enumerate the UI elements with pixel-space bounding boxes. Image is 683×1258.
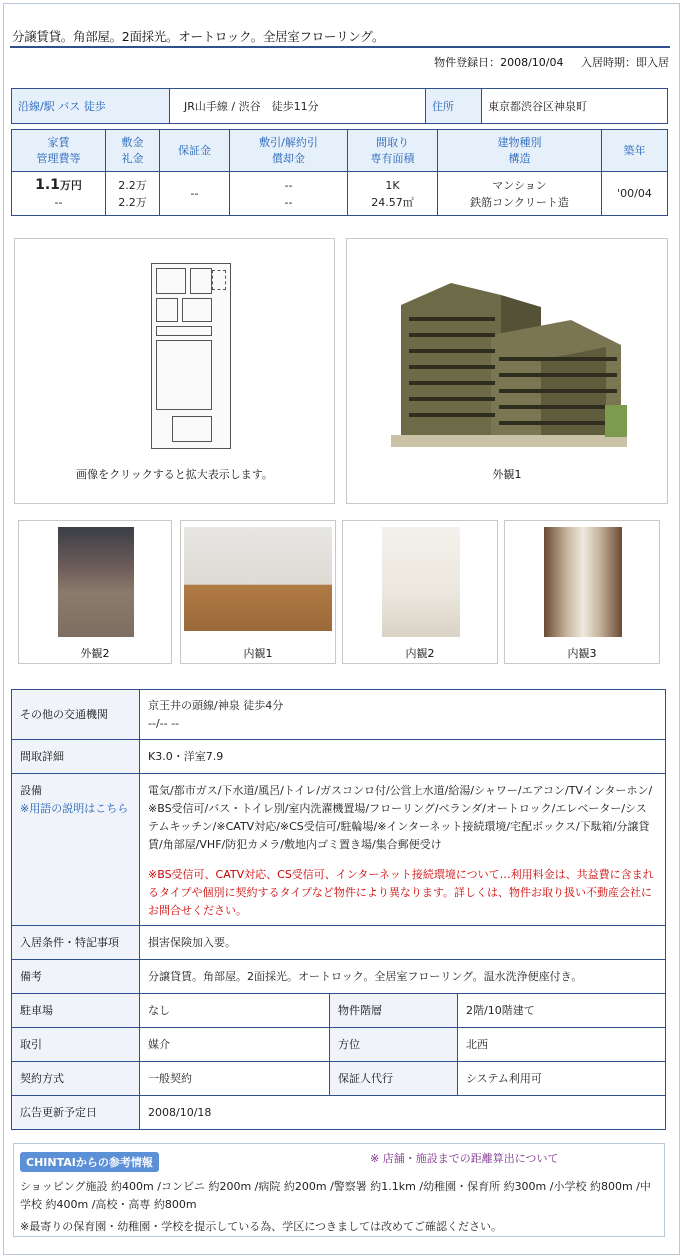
equipment-label: 設備 ※用語の説明はこちら: [12, 774, 140, 926]
exterior2-image[interactable]: [58, 527, 134, 637]
floor-plan-caption: 画像をクリックすると拡大表示します。: [76, 468, 273, 481]
floor-plan-panel[interactable]: [14, 238, 335, 504]
layout-detail-label: 間取詳細: [12, 740, 140, 774]
thumb-interior1[interactable]: [180, 520, 336, 664]
type-header: 建物種別 構造: [438, 130, 602, 172]
distance-link[interactable]: ※ 店舗・施設までの距離算出について: [370, 1152, 559, 1165]
deposit-header: 敷金 礼金: [106, 130, 160, 172]
age-header: 築年: [602, 130, 668, 172]
conditions-value: 損害保険加入要。: [140, 926, 666, 960]
conditions-label: 入居条件・特記事項: [12, 926, 140, 960]
page-headline: 分譲賃貸。角部屋。2面採光。オートロック。全居室フローリング。: [12, 29, 385, 44]
interior1-caption: 内観1: [243, 647, 273, 660]
rent-value: 1.1万円 --: [12, 172, 106, 216]
update-label: 広告更新予定日: [12, 1096, 140, 1130]
address-value: 東京都渋谷区神泉町: [482, 89, 668, 124]
glossary-link[interactable]: ※用語の説明はこちら: [20, 802, 129, 815]
thumb-interior3[interactable]: [504, 520, 660, 664]
layout-detail-value: K3.0・洋室7.9: [140, 740, 666, 774]
update-value: 2008/10/18: [140, 1096, 666, 1130]
detail-table: [11, 689, 666, 1130]
keep-header: 敷引/解約引 償却金: [230, 130, 348, 172]
guarantor-value: システム利用可: [458, 1062, 666, 1096]
remarks-value: 分譲貸賃。角部屋。2面採光。オートロック。全居室フローリング。温水洗浄便座付き。: [140, 960, 666, 994]
type-value: マンション 鉄筋コンクリート造: [438, 172, 602, 216]
parking-value: なし: [140, 994, 330, 1028]
interior2-caption: 内観2: [405, 647, 435, 660]
address-label: 住所: [426, 89, 482, 124]
route-label: 沿線/駅 バス 徒歩: [12, 89, 170, 124]
floor-value: 2階/10階建て: [458, 994, 666, 1028]
thumb-interior2[interactable]: [342, 520, 498, 664]
movein-value: 即入居: [636, 56, 669, 69]
interior1-image[interactable]: [184, 527, 332, 631]
deal-value: 媒介: [140, 1028, 330, 1062]
reference-note: ※最寄りの保育園・幼稚園・学校を提示している為、学区につきましては改めてご確認ください。: [20, 1220, 502, 1233]
interior3-caption: 内観3: [567, 647, 597, 660]
rent-header: 家賃 管理費等: [12, 130, 106, 172]
equipment-value: 電気/都市ガス/下水道/風呂/トイレ/ガスコンロ付/公営上水道/給湯/シャワー/エアコン/TVインターホン/※BS受信可/バス・トイレ別/室内洗濯機置場/フローリング/ベランダ/オートロック/エレベーター/システムキッチン/※CATV対応/※CS受信可/駐輪場/※インターネット接続環境/宅配ボックス/下駄箱/分譲貸賃/角部屋/VHF/防犯カメラ/敷地内ゴミ置き場/集合郵便受け ※BS受信可、CATV対応、CS受信可、インターネット接続環境について…利用料金は、共益費に含まれるタイプや個別に契約するタイプなど物件により異なります。詳しくは、物件お取り扱い不動産会社にお問合せください。: [140, 774, 666, 926]
interior3-image[interactable]: [544, 527, 622, 637]
registered-label: 物件登録日：: [434, 56, 501, 69]
headline-rule: [10, 46, 670, 48]
registered-date: 2008/10/04: [500, 56, 564, 69]
reference-text: [20, 1178, 660, 1236]
exterior1-panel[interactable]: [346, 238, 668, 504]
age-value: '00/04: [602, 172, 668, 216]
deal-label: 取引: [12, 1028, 140, 1062]
guarantee-header: 保証金: [160, 130, 230, 172]
equipment-notice: ※BS受信可、CATV対応、CS受信可、インターネット接続環境について…利用料金は、共益費に含まれるタイプや個別に契約するタイプなど物件により異なります。詳しくは、物件お取り扱い不動産会社にお問合せください。: [148, 868, 654, 917]
floor-label: 物件階層: [330, 994, 458, 1028]
deposit-value: 2.2万 2.2万: [106, 172, 160, 216]
keep-value: -- --: [230, 172, 348, 216]
layout-header: 間取り 専有面積: [348, 130, 438, 172]
direction-label: 方位: [330, 1028, 458, 1062]
guarantee-value: --: [160, 172, 230, 216]
direction-value: 北西: [458, 1028, 666, 1062]
access-table: [11, 88, 668, 124]
contract-label: 契約方式: [12, 1062, 140, 1096]
layout-value: 1K 24.57㎡: [348, 172, 438, 216]
exterior2-caption: 外観2: [80, 647, 110, 660]
reference-panel: [13, 1143, 665, 1237]
price-table: [11, 129, 668, 216]
parking-label: 駐車場: [12, 994, 140, 1028]
exterior1-caption: 外観1: [492, 468, 522, 481]
movein-label: 入居時期：: [581, 56, 636, 69]
facility-distances: ショッピング施設 約400m /コンビニ 約200m /病院 約200m /警察署 約1.1km /幼稚園・保育所 約300m /小学校 約800m /中学校 約400m /高校・高専 約800m: [20, 1180, 651, 1211]
transport-value: 京王井の頭線/神泉 徒歩4分 --/-- --: [140, 690, 666, 740]
exterior1-image[interactable]: [391, 265, 627, 447]
route-value: JR山手線 / 渋谷 徒歩11分: [170, 89, 426, 124]
listing-meta: [428, 54, 669, 70]
contract-value: 一般契約: [140, 1062, 330, 1096]
interior2-image[interactable]: [382, 527, 460, 637]
remarks-label: 備考: [12, 960, 140, 994]
reference-badge: CHINTAIからの参考情報: [20, 1152, 159, 1172]
floor-plan-image[interactable]: [151, 263, 231, 449]
guarantor-label: 保証人代行: [330, 1062, 458, 1096]
thumb-exterior2[interactable]: [18, 520, 172, 664]
transport-label: その他の交通機関: [12, 690, 140, 740]
